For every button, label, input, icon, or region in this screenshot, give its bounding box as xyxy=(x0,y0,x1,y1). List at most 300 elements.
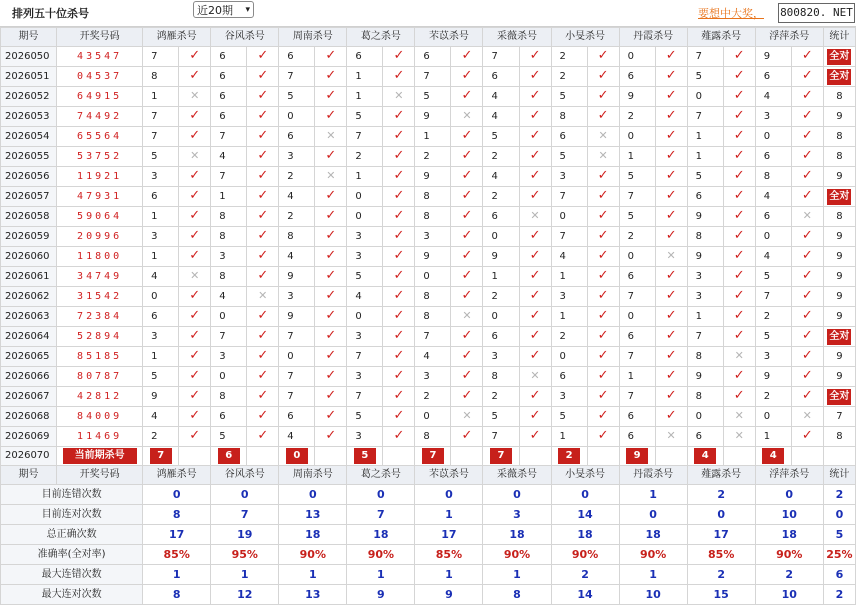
kill-number-cell: 3 xyxy=(347,427,383,447)
cross-icon: ✕ xyxy=(190,269,200,282)
kill-number-cell: 8 xyxy=(687,347,723,367)
expert-header: 浮萍杀号 xyxy=(755,466,823,485)
current-kill-cell xyxy=(551,447,587,466)
mark-cell xyxy=(519,207,551,227)
table-row xyxy=(1,67,856,87)
mark-cell xyxy=(315,427,347,447)
stat-value: 0 xyxy=(279,485,347,505)
check-icon: ✓ xyxy=(597,368,609,383)
mark-cell xyxy=(587,67,619,87)
mark-cell xyxy=(451,387,483,407)
draw-number-cell xyxy=(57,407,143,427)
empty-cell xyxy=(519,447,551,466)
mark-cell xyxy=(587,187,619,207)
table-row xyxy=(1,367,856,387)
mark-cell xyxy=(655,127,687,147)
mark-cell xyxy=(315,207,347,227)
kill-number-cell: 3 xyxy=(347,327,383,347)
stat-value: 14 xyxy=(551,585,619,605)
mark-cell xyxy=(655,87,687,107)
cross-icon: ✕ xyxy=(258,289,268,302)
check-icon: ✓ xyxy=(325,408,337,423)
table-row xyxy=(1,347,856,367)
mark-cell xyxy=(723,187,755,207)
cross-icon: ✕ xyxy=(462,409,472,422)
check-icon: ✓ xyxy=(733,228,745,243)
kill-number-cell: 4 xyxy=(211,287,247,307)
mark-cell xyxy=(587,427,619,447)
check-icon: ✓ xyxy=(325,288,337,303)
stat-value: 8 xyxy=(836,90,843,102)
mark-cell xyxy=(723,387,755,407)
issue-cell: 2026057 xyxy=(1,187,57,207)
mark-cell xyxy=(519,47,551,67)
issue-cell: 2026063 xyxy=(1,307,57,327)
kill-number-cell: 1 xyxy=(619,147,655,167)
current-label: 当前期杀号 xyxy=(63,448,137,464)
mark-cell xyxy=(655,167,687,187)
mark-cell xyxy=(247,87,279,107)
check-icon: ✓ xyxy=(801,328,813,343)
stat-value: 2 xyxy=(823,585,855,605)
expert-header: 薤露杀号 xyxy=(687,28,755,47)
mark-cell xyxy=(723,127,755,147)
mark-cell xyxy=(723,367,755,387)
check-icon: ✓ xyxy=(529,128,541,143)
check-icon: ✓ xyxy=(529,188,541,203)
mark-cell xyxy=(315,227,347,247)
check-icon: ✓ xyxy=(257,228,269,243)
check-icon: ✓ xyxy=(393,308,405,323)
stat-value: 0 xyxy=(211,485,279,505)
check-icon: ✓ xyxy=(801,368,813,383)
kill-number-cell: 6 xyxy=(211,87,247,107)
kill-number-cell: 3 xyxy=(347,227,383,247)
check-icon: ✓ xyxy=(597,268,609,283)
kill-number-cell: 6 xyxy=(619,327,655,347)
kill-number-cell: 1 xyxy=(143,207,179,227)
check-icon: ✓ xyxy=(189,168,201,183)
stat-value: 17 xyxy=(687,525,755,545)
mark-cell xyxy=(587,227,619,247)
stat-value: 9 xyxy=(836,310,843,322)
stat-value: 2 xyxy=(687,485,755,505)
check-icon: ✓ xyxy=(257,208,269,223)
check-icon: ✓ xyxy=(665,68,677,83)
check-icon: ✓ xyxy=(461,328,473,343)
check-icon: ✓ xyxy=(665,328,677,343)
check-icon: ✓ xyxy=(665,348,677,363)
mark-cell xyxy=(519,247,551,267)
mark-cell xyxy=(519,367,551,387)
stat-value: 95% xyxy=(211,545,279,565)
check-icon: ✓ xyxy=(801,108,813,123)
stat-label: 目前连错次数 xyxy=(1,485,143,505)
kill-number-cell: 9 xyxy=(279,307,315,327)
mark-cell xyxy=(655,307,687,327)
check-icon: ✓ xyxy=(461,168,473,183)
kill-number-cell: 6 xyxy=(755,67,791,87)
kill-number-cell: 0 xyxy=(619,127,655,147)
check-icon: ✓ xyxy=(257,68,269,83)
kill-number-cell: 2 xyxy=(483,187,519,207)
check-icon: ✓ xyxy=(665,208,677,223)
stat-value: 85% xyxy=(143,545,211,565)
kill-number-cell: 4 xyxy=(279,427,315,447)
stat-value: 9 xyxy=(836,230,843,242)
issue-cell: 2026058 xyxy=(1,207,57,227)
check-icon: ✓ xyxy=(325,108,337,123)
kill-number-cell: 0 xyxy=(415,267,451,287)
kill-number-cell: 1 xyxy=(551,307,587,327)
expert-header: 芣苡杀号 xyxy=(415,28,483,47)
draw-number-cell xyxy=(57,327,143,347)
check-icon: ✓ xyxy=(393,408,405,423)
kill-number-cell: 6 xyxy=(687,427,723,447)
check-icon: ✓ xyxy=(597,48,609,63)
mark-cell xyxy=(179,87,211,107)
stat-value: 85% xyxy=(687,545,755,565)
check-icon: ✓ xyxy=(461,388,473,403)
mark-cell xyxy=(723,167,755,187)
mark-cell xyxy=(247,207,279,227)
check-icon: ✓ xyxy=(597,308,609,323)
stat-cell xyxy=(823,167,855,187)
kill-number-cell: 6 xyxy=(143,187,179,207)
mark-cell xyxy=(315,367,347,387)
check-icon: ✓ xyxy=(529,328,541,343)
check-icon: ✓ xyxy=(257,348,269,363)
mark-cell xyxy=(247,427,279,447)
check-icon: ✓ xyxy=(801,88,813,103)
stat-cell xyxy=(823,87,855,107)
stat-label: 最大连对次数 xyxy=(1,585,143,605)
table-row xyxy=(1,247,856,267)
mark-cell xyxy=(723,207,755,227)
kill-number-cell: 2 xyxy=(347,147,383,167)
stat-value: 12 xyxy=(211,585,279,605)
mark-cell xyxy=(723,327,755,347)
table-row xyxy=(1,427,856,447)
check-icon: ✓ xyxy=(325,188,337,203)
kill-number-cell: 6 xyxy=(483,207,519,227)
mark-cell xyxy=(247,387,279,407)
issue-cell: 2026070 xyxy=(1,447,57,466)
empty-cell xyxy=(823,447,855,466)
kill-number-cell: 1 xyxy=(551,267,587,287)
issue-cell: 2026056 xyxy=(1,167,57,187)
current-kill-cell xyxy=(687,447,723,466)
kill-number-cell: 8 xyxy=(211,207,247,227)
expert-header: 葛之杀号 xyxy=(347,28,415,47)
stat-value: 2 xyxy=(551,565,619,585)
check-icon: ✓ xyxy=(733,328,745,343)
kill-number-cell: 4 xyxy=(483,167,519,187)
kill-number-cell: 6 xyxy=(755,207,791,227)
mark-cell xyxy=(179,327,211,347)
kill-number-cell: 7 xyxy=(143,107,179,127)
mark-cell xyxy=(791,167,823,187)
mark-cell xyxy=(247,67,279,87)
check-icon: ✓ xyxy=(733,388,745,403)
kill-number-cell: 1 xyxy=(347,67,383,87)
draw-number-cell xyxy=(57,227,143,247)
mark-cell xyxy=(655,427,687,447)
mark-cell xyxy=(587,247,619,267)
mark-cell xyxy=(451,187,483,207)
stat-value: 9 xyxy=(836,370,843,382)
kill-number-cell: 0 xyxy=(687,87,723,107)
mark-cell xyxy=(179,387,211,407)
mark-cell xyxy=(179,367,211,387)
mark-cell xyxy=(587,127,619,147)
check-icon: ✓ xyxy=(189,48,201,63)
mark-cell xyxy=(791,187,823,207)
mark-cell xyxy=(315,407,347,427)
top-bar xyxy=(0,0,856,27)
stat-value: 8 xyxy=(143,505,211,525)
period-select[interactable] xyxy=(193,1,254,18)
kill-number-cell: 0 xyxy=(483,227,519,247)
mark-cell xyxy=(383,167,415,187)
kill-number-cell: 4 xyxy=(755,247,791,267)
check-icon: ✓ xyxy=(597,108,609,123)
kill-number-cell: 3 xyxy=(483,347,519,367)
check-icon: ✓ xyxy=(461,128,473,143)
check-icon: ✓ xyxy=(665,48,677,63)
kill-number-cell: 2 xyxy=(551,327,587,347)
cross-icon: ✕ xyxy=(666,429,676,442)
mark-cell xyxy=(587,347,619,367)
stat-value: 0 xyxy=(415,485,483,505)
stat-value: 14 xyxy=(551,505,619,525)
mark-cell xyxy=(791,107,823,127)
mark-cell xyxy=(791,267,823,287)
mark-cell xyxy=(451,47,483,67)
check-icon: ✓ xyxy=(801,248,813,263)
kill-number-cell: 7 xyxy=(211,127,247,147)
bottom-header-row xyxy=(1,466,856,485)
table-row xyxy=(1,387,856,407)
kill-number-cell: 7 xyxy=(143,127,179,147)
mark-cell xyxy=(587,327,619,347)
check-icon: ✓ xyxy=(461,88,473,103)
kill-number-cell: 8 xyxy=(415,307,451,327)
check-icon: ✓ xyxy=(393,168,405,183)
mark-cell xyxy=(383,267,415,287)
mark-cell xyxy=(315,67,347,87)
kill-number-cell: 6 xyxy=(687,187,723,207)
check-icon: ✓ xyxy=(665,368,677,383)
table-row xyxy=(1,147,856,167)
stat-value: 2 xyxy=(823,485,855,505)
kill-number-cell: 0 xyxy=(755,407,791,427)
promo-link[interactable]: 要想中大奖， xyxy=(698,7,764,20)
check-icon: ✓ xyxy=(461,248,473,263)
stat-value: 0 xyxy=(823,505,855,525)
kill-number-cell: 5 xyxy=(415,87,451,107)
table-row xyxy=(1,407,856,427)
check-icon: ✓ xyxy=(597,328,609,343)
current-kill-number: 5 xyxy=(354,448,376,464)
stat-cell xyxy=(823,127,855,147)
kill-number-cell: 6 xyxy=(279,127,315,147)
current-kill-cell xyxy=(347,447,383,466)
stat-value: 0 xyxy=(619,505,687,525)
table-row xyxy=(1,187,856,207)
mark-cell xyxy=(179,67,211,87)
check-icon: ✓ xyxy=(529,148,541,163)
kill-number-cell: 8 xyxy=(415,207,451,227)
current-kill-cell xyxy=(755,447,791,466)
kill-number-cell: 3 xyxy=(551,167,587,187)
mark-cell xyxy=(179,287,211,307)
table-row xyxy=(1,127,856,147)
mark-cell xyxy=(655,47,687,67)
check-icon: ✓ xyxy=(665,148,677,163)
check-icon: ✓ xyxy=(393,128,405,143)
mark-cell xyxy=(791,347,823,367)
mark-cell xyxy=(791,207,823,227)
kill-number-cell: 7 xyxy=(619,187,655,207)
kill-number-cell: 3 xyxy=(687,267,723,287)
mark-cell xyxy=(383,87,415,107)
mark-cell xyxy=(179,167,211,187)
check-icon: ✓ xyxy=(665,188,677,203)
mark-cell xyxy=(315,387,347,407)
kill-number-cell: 0 xyxy=(687,407,723,427)
mark-cell xyxy=(791,407,823,427)
check-icon: ✓ xyxy=(597,248,609,263)
mark-cell xyxy=(791,247,823,267)
draw-header: 开奖号码 xyxy=(57,28,143,47)
kill-number-cell: 7 xyxy=(347,127,383,147)
mark-cell xyxy=(791,87,823,107)
expert-header: 谷风杀号 xyxy=(211,466,279,485)
table-row xyxy=(1,107,856,127)
mark-cell xyxy=(315,107,347,127)
stat-value: 0 xyxy=(143,485,211,505)
mark-cell xyxy=(723,87,755,107)
kill-number-cell: 4 xyxy=(755,187,791,207)
current-kill-number: 7 xyxy=(150,448,172,464)
check-icon: ✓ xyxy=(325,368,337,383)
current-kill-number: 6 xyxy=(218,448,240,464)
mark-cell xyxy=(179,47,211,67)
mark-cell xyxy=(519,267,551,287)
current-kill-number: 4 xyxy=(694,448,716,464)
check-icon: ✓ xyxy=(257,248,269,263)
expert-header: 小旻杀号 xyxy=(551,28,619,47)
kill-number-cell: 8 xyxy=(755,167,791,187)
all-correct-badge: 全对 xyxy=(827,329,851,345)
check-icon: ✓ xyxy=(529,228,541,243)
mark-cell xyxy=(315,307,347,327)
check-icon: ✓ xyxy=(529,388,541,403)
draw-number-cell xyxy=(57,47,143,67)
current-issue-row xyxy=(1,447,856,466)
mark-cell xyxy=(451,227,483,247)
mark-cell xyxy=(655,387,687,407)
check-icon: ✓ xyxy=(257,168,269,183)
mark-cell xyxy=(247,367,279,387)
mark-cell xyxy=(791,327,823,347)
kill-number-cell: 7 xyxy=(687,327,723,347)
mark-cell xyxy=(723,47,755,67)
kill-number-cell: 6 xyxy=(755,147,791,167)
stat-value: 1 xyxy=(619,565,687,585)
kill-number-cell: 4 xyxy=(483,107,519,127)
kill-number-cell: 3 xyxy=(415,367,451,387)
check-icon: ✓ xyxy=(529,48,541,63)
check-icon: ✓ xyxy=(461,68,473,83)
stat-row-total-hit xyxy=(1,525,856,545)
mark-cell xyxy=(655,247,687,267)
stat-value: 18 xyxy=(619,525,687,545)
draw-number: 59064 xyxy=(77,210,123,222)
kill-number-cell: 5 xyxy=(347,407,383,427)
check-icon: ✓ xyxy=(665,408,677,423)
issue-cell: 2026052 xyxy=(1,87,57,107)
mark-cell xyxy=(383,307,415,327)
check-icon: ✓ xyxy=(665,108,677,123)
check-icon: ✓ xyxy=(597,188,609,203)
mark-cell xyxy=(451,207,483,227)
draw-number-cell xyxy=(57,387,143,407)
issue-cell: 2026061 xyxy=(1,267,57,287)
mark-cell xyxy=(451,427,483,447)
check-icon: ✓ xyxy=(257,428,269,443)
kill-number-cell: 0 xyxy=(211,367,247,387)
check-icon: ✓ xyxy=(461,288,473,303)
stat-value: 18 xyxy=(279,525,347,545)
kill-number-cell: 9 xyxy=(687,367,723,387)
kill-number-cell: 8 xyxy=(279,227,315,247)
stat-value: 90% xyxy=(483,545,551,565)
expert-header: 丹霞杀号 xyxy=(619,466,687,485)
mark-cell xyxy=(587,107,619,127)
table-row xyxy=(1,307,856,327)
draw-number: 11921 xyxy=(77,170,123,182)
issue-cell: 2026060 xyxy=(1,247,57,267)
kill-number-cell: 7 xyxy=(551,187,587,207)
mark-cell xyxy=(791,227,823,247)
issue-cell: 2026050 xyxy=(1,47,57,67)
mark-cell xyxy=(655,367,687,387)
kill-number-cell: 2 xyxy=(551,67,587,87)
mark-cell xyxy=(587,267,619,287)
stat-value: 7 xyxy=(211,505,279,525)
kill-number-cell: 0 xyxy=(619,307,655,327)
check-icon: ✓ xyxy=(801,188,813,203)
stat-value: 90% xyxy=(619,545,687,565)
mark-cell xyxy=(315,287,347,307)
draw-number: 64915 xyxy=(77,90,123,102)
kill-number-cell: 5 xyxy=(211,427,247,447)
stat-value: 10 xyxy=(755,505,823,525)
stat-value: 0 xyxy=(755,485,823,505)
issue-cell: 2026053 xyxy=(1,107,57,127)
draw-number: 31542 xyxy=(77,290,123,302)
draw-number: 84009 xyxy=(77,410,123,422)
stat-row-cur-hit xyxy=(1,505,856,525)
kill-number-cell: 7 xyxy=(755,287,791,307)
mark-cell xyxy=(655,147,687,167)
issue-cell: 2026059 xyxy=(1,227,57,247)
kill-number-cell: 8 xyxy=(415,427,451,447)
check-icon: ✓ xyxy=(801,168,813,183)
kill-number-cell: 7 xyxy=(687,107,723,127)
